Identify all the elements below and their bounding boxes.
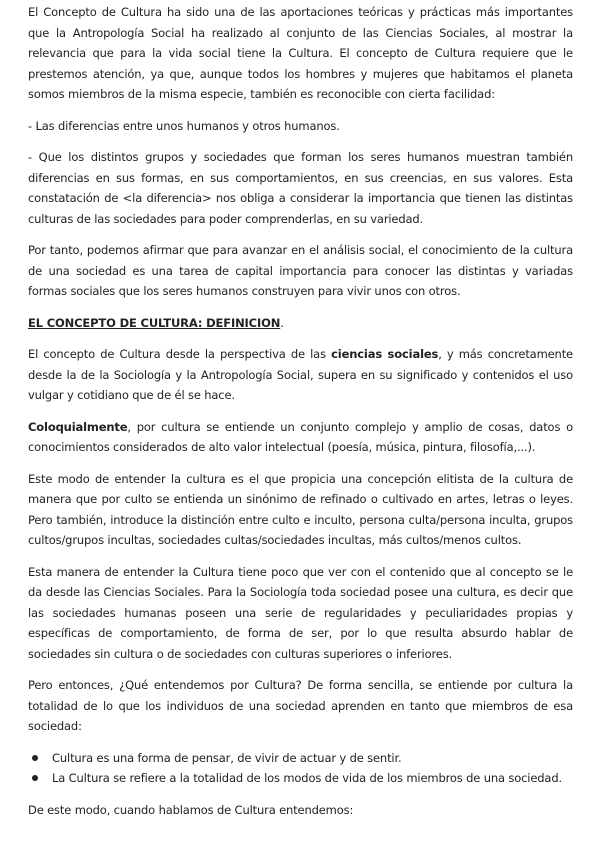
section-heading-wrap: [28, 313, 573, 334]
paragraph-conclusion: Por tanto, podemos afirmar que para avanzar en el análisis social, el conocimiento de la cultura de una sociedad es una tarea de capital importancia para conocer las distintas y variadas formas sociales que los seres humanos construyen para vivir unos con otros.: [28, 243, 573, 298]
section-heading: EL CONCEPTO DE CULTURA: DEFINICION: [28, 315, 281, 330]
bullet-dot-icon: [32, 775, 38, 781]
bullet-item: [52, 768, 573, 789]
paragraph-elitist: Este modo de entender la cultura es el que propicia una concepción elitista de la cultura de manera que por culto se entienda un sinónimo de refinado o cultivado en artes, letras o leyes. Pero también, introduce la distinción entre culto e inculto, persona culta/persona inculta, grupos cultos/grupos incultas, sociedades cultas/sociedades incultas, más cultos/menos cultos.: [28, 471, 573, 547]
colloquial-bold-term: Coloquialmente: [28, 419, 128, 434]
paragraph-closing: De este modo, cuando hablamos de Cultura entendemos:: [28, 802, 354, 817]
paragraph-question: Pero entonces, ¿Qué entendemos por Cultura? De forma sencilla, se entiende por cultura la totalidad de lo que los individuos de una sociedad aprenden en tanto que miembros de esa sociedad:: [28, 678, 573, 733]
paragraph-colloquial: [28, 417, 573, 458]
paragraph-dash-2: - Que los distintos grupos y sociedades que forman los seres humanos muestran también diferencias en sus formas, en sus comportamientos, en sus creencias, en sus valores. Esta constatación de <la diferencia> nos obliga a considerar la importancia que tienen las distintas culturas de las sociedades para poder comprenderlas, en su variedad.: [28, 150, 573, 226]
paragraph-social-sciences: Esta manera de entender la Cultura tiene poco que ver con el contenido que al concepto se le da desde las Ciencias Sociales. Para la Sociología toda sociedad posee una cultura, es decir que las sociedades humanas poseen una serie de regularidades y peculiaridades propias y específicas de comportamiento, de forma de ser, por lo que resulta absurdo hablar de sociedades sin cultura o de sociedades con culturas superiores o inferiores.: [28, 564, 573, 661]
bullet-item-text: Cultura es una forma de pensar, de vivir de actuar y de sentir.: [52, 750, 402, 765]
definition-text-b: , y más concretamente desde la de la Sociología y la Antropología Social, supera en su significado y contenidos el uso vulgar y cotidiano que de él se hace.: [28, 347, 573, 402]
bullet-item: [52, 748, 573, 769]
paragraph-intro: El Concepto de Cultura ha sido una de las aportaciones teóricas y prácticas más importantes que la Antropología Social ha realizado al conjunto de las Ciencias Sociales, al mostrar la relevancia que para la vida social tiene la Cultura. El concepto de Cultura requiere que le prestemos atención, ya que, aunque todos los hombres y mujeres que habitamos el planeta somos miembros de la misma especie, también es reconocible con cierta facilidad:: [28, 5, 573, 101]
section-heading-period: .: [280, 315, 284, 330]
bullet-item-text: La Cultura se refiere a la totalidad de los modos de vida de los miembros de una sociedad.: [52, 771, 562, 785]
colloquial-text: , por cultura se entiende un conjunto complejo y amplio de cosas, datos o conocimientos considerados de alto valor intelectual (poesía, música, pintura, filosofía,...).: [28, 419, 573, 454]
paragraph-dash-1: - Las diferencias entre unos humanos y otros humanos.: [28, 118, 340, 133]
bullet-dot-icon: [32, 755, 38, 761]
document-page: [28, 0, 573, 831]
definition-text-a: El concepto de Cultura desde la perspectiva de las: [28, 347, 332, 361]
definition-bold-term: ciencias sociales: [331, 347, 439, 361]
paragraph-definition: [28, 344, 573, 406]
bullet-list: [28, 748, 573, 789]
